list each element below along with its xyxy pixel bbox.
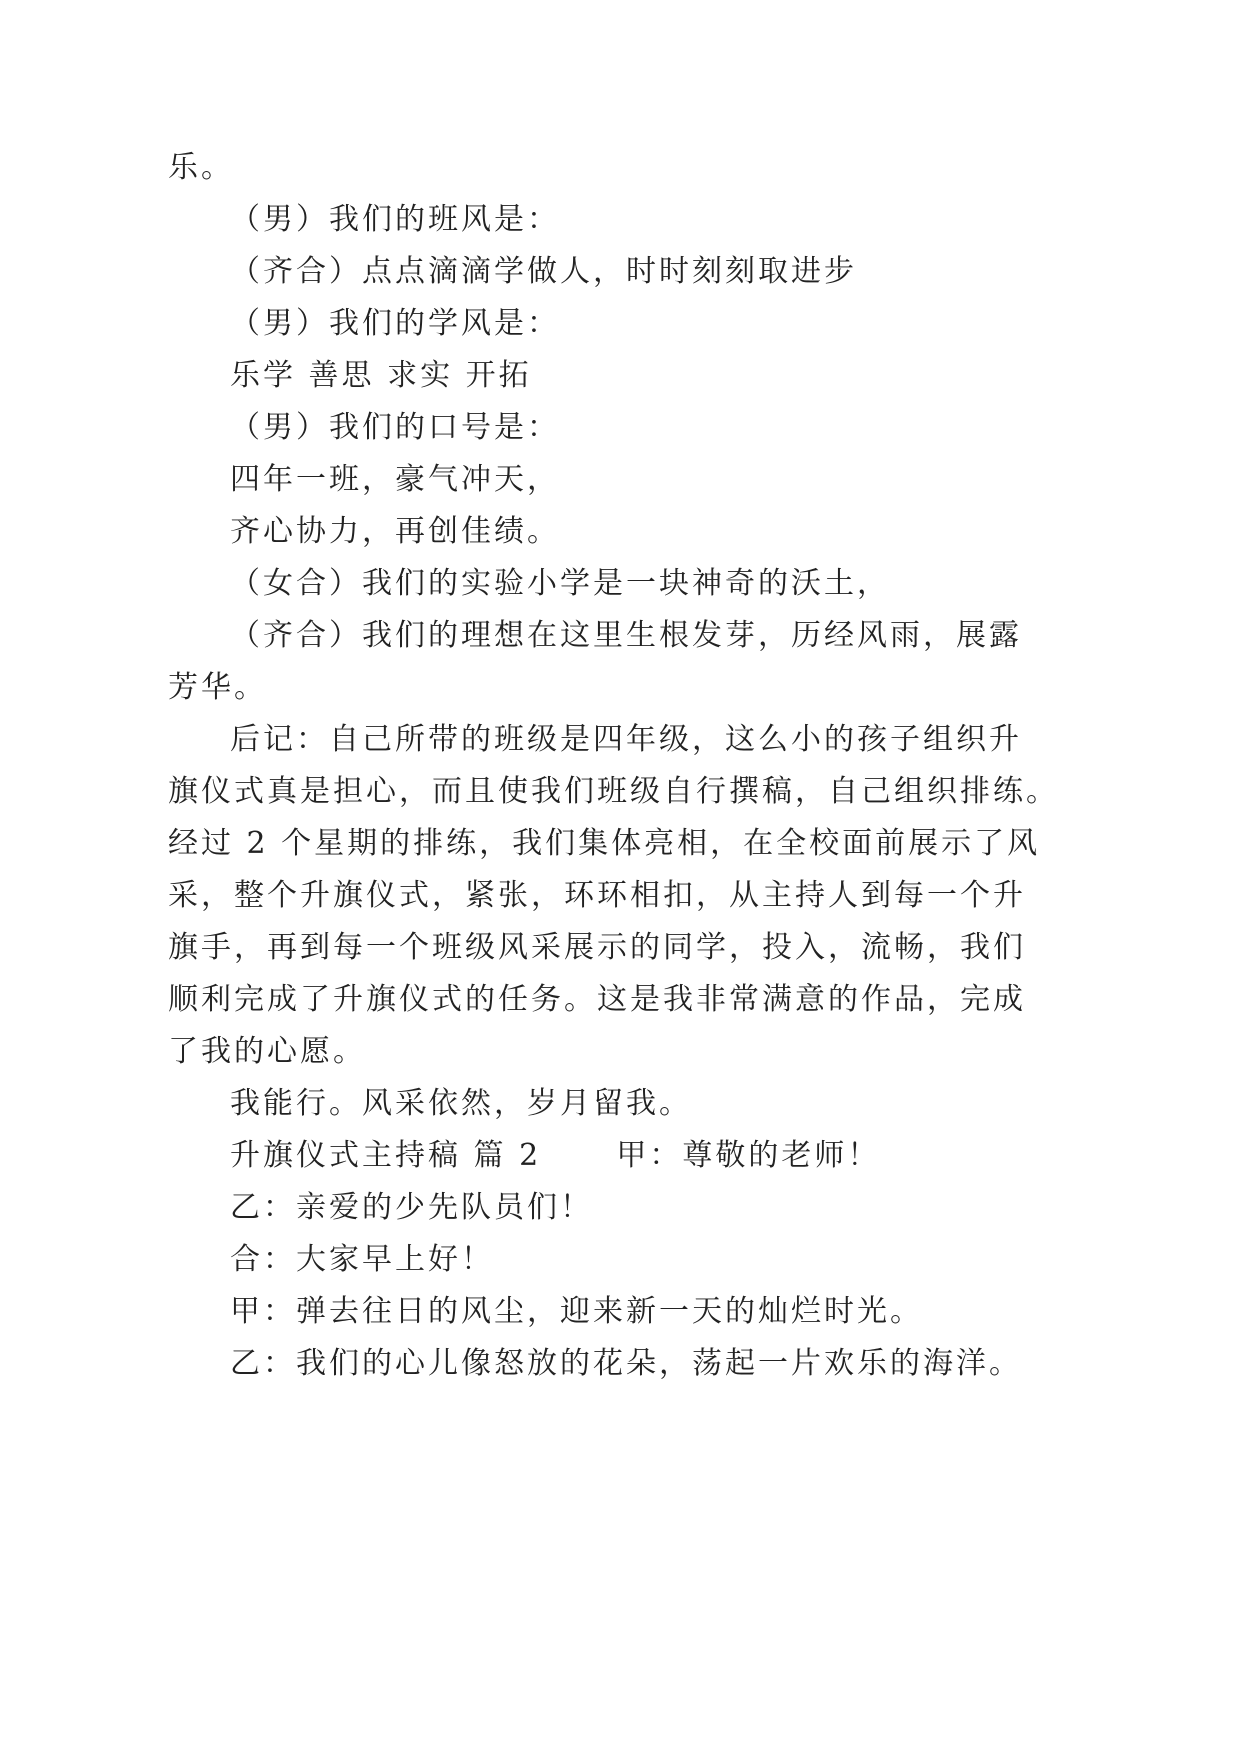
paragraph-line: 齐心协力，再创佳绩。	[230, 514, 560, 549]
paragraph-line: 旗手，再到每一个班级风采展示的同学，投入，流畅，我们	[168, 930, 1026, 965]
paragraph-line: 乙：亲爱的少先队员们！	[230, 1190, 593, 1225]
paragraph-line: 经过 2 个星期的排练，我们集体亮相，在全校面前展示了风	[168, 826, 1041, 861]
paragraph-line: （男）我们的口号是：	[230, 410, 560, 445]
paragraph-line: 乙：我们的心儿像怒放的花朵，荡起一片欢乐的海洋。	[230, 1346, 1022, 1381]
paragraph-line: （女合）我们的实验小学是一块神奇的沃土，	[230, 566, 890, 601]
paragraph-line: 我能行。风采依然，岁月留我。	[230, 1086, 692, 1121]
paragraph-line: （齐合）点点滴滴学做人，时时刻刻取进步	[230, 254, 857, 289]
paragraph-line: 四年一班，豪气冲天，	[230, 462, 560, 497]
paragraph-line: 合：大家早上好！	[230, 1242, 494, 1277]
paragraph-line: （男）我们的班风是：	[230, 202, 560, 237]
paragraph-line: 了我的心愿。	[168, 1034, 366, 1069]
paragraph-line: 升旗仪式主持稿 篇 2 甲：尊敬的老师！	[230, 1138, 881, 1173]
paragraph-line: 甲：弹去往日的风尘，迎来新一天的灿烂时光。	[230, 1294, 923, 1329]
paragraph-line: （齐合）我们的理想在这里生根发芽，历经风雨，展露	[230, 618, 1022, 653]
paragraph-line: 旗仪式真是担心，而且使我们班级自行撰稿，自己组织排练。	[168, 774, 1059, 809]
paragraph-line: 采，整个升旗仪式，紧张，环环相扣，从主持人到每一个升	[168, 878, 1026, 913]
paragraph-line: 乐。	[168, 150, 234, 185]
paragraph-line: 顺利完成了升旗仪式的任务。这是我非常满意的作品，完成	[168, 982, 1026, 1017]
paragraph-line: 芳华。	[168, 670, 267, 705]
paragraph-line: 后记：自己所带的班级是四年级，这么小的孩子组织升	[230, 722, 1022, 757]
paragraph-line: 乐学 善思 求实 开拓	[230, 358, 532, 393]
paragraph-line: （男）我们的学风是：	[230, 306, 560, 341]
